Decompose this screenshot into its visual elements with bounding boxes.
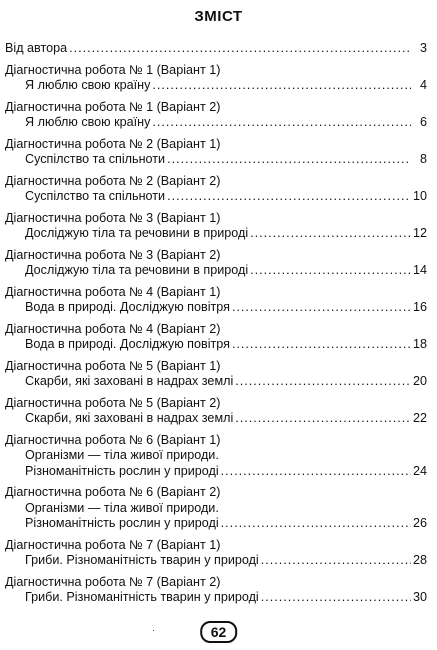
toc-heading-line (5, 100, 427, 116)
toc-entry-text: Діагностична робота № 4 (Варіант 1) (5, 284, 221, 299)
toc-page-number: 6 (419, 115, 427, 129)
toc-heading-line (5, 174, 427, 190)
toc-entry-text: Вода в природі. Досліджую повітря (25, 337, 230, 351)
toc-entry (5, 174, 427, 205)
dot-leader (232, 300, 411, 316)
toc-heading-line (5, 41, 427, 57)
toc-topic-line (5, 226, 427, 242)
toc-heading-line (5, 538, 427, 554)
toc-entry-text: Діагностична робота № 1 (Варіант 2) (5, 99, 221, 114)
toc-page-number: 18 (412, 337, 427, 351)
toc-heading-line (5, 322, 427, 338)
toc-entry-text: Скарби, які заховані в надрах землі (25, 411, 234, 425)
toc-entry-text: Діагностична робота № 2 (Варіант 2) (5, 173, 221, 188)
toc-entry (5, 322, 427, 353)
toc-entry (5, 137, 427, 168)
toc-page-number: 24 (412, 463, 427, 478)
dot-leader (152, 115, 411, 131)
toc-topic-line (5, 464, 427, 480)
dot-leader (261, 553, 411, 569)
toc-entry (5, 285, 427, 316)
toc-page-number: 20 (412, 374, 427, 388)
print-mark: · (152, 625, 155, 635)
toc-entry-text: Я люблю свою країну (25, 115, 151, 129)
page-number: 62 (200, 621, 238, 643)
toc-topic-line (5, 501, 427, 517)
toc-entry (5, 396, 427, 427)
dot-leader (221, 516, 411, 532)
toc-entry (5, 433, 427, 480)
dot-leader (235, 411, 411, 427)
dot-leader (167, 152, 411, 168)
toc-page-number: 8 (419, 152, 427, 166)
toc-entry (5, 485, 427, 532)
toc-entry-text: Діагностична робота № 4 (Варіант 2) (5, 321, 221, 336)
toc-entry (5, 100, 427, 131)
toc-topic-line (5, 553, 427, 569)
toc-heading-line (5, 359, 427, 375)
dot-leader (152, 78, 411, 94)
toc-heading-line (5, 248, 427, 264)
toc-entry (5, 211, 427, 242)
dot-leader (69, 41, 411, 57)
toc-page-number: 3 (419, 41, 427, 55)
toc-entry (5, 41, 427, 57)
toc-entry-text: Діагностична робота № 3 (Варіант 2) (5, 247, 221, 262)
toc-entry-text: Вода в природі. Досліджую повітря (25, 300, 230, 314)
toc-entry-text: Гриби. Різноманітність тварин у природі (25, 553, 259, 567)
toc-page-number: 16 (412, 300, 427, 314)
table-of-contents (5, 41, 427, 606)
toc-topic-line (5, 300, 427, 316)
toc-entry-text: Від автора (5, 41, 68, 55)
dot-leader (235, 374, 411, 390)
toc-topic-line (5, 189, 427, 205)
toc-page-number: 28 (412, 553, 427, 567)
toc-heading-line (5, 137, 427, 153)
toc-topic-line (5, 590, 427, 606)
dot-leader (250, 263, 411, 279)
toc-topic-line (5, 263, 427, 279)
toc-page-number: 30 (412, 590, 427, 604)
dot-leader (250, 226, 411, 242)
toc-entry (5, 248, 427, 279)
toc-topic-line (5, 448, 427, 464)
toc-heading-line (5, 285, 427, 301)
toc-entry (5, 359, 427, 390)
toc-page-number: 12 (412, 226, 427, 240)
page-footer (0, 621, 437, 643)
toc-entry-text: Діагностична робота № 6 (Варіант 2) (5, 485, 221, 499)
toc-entry-text: Організми — тіла живої природи. (25, 448, 219, 462)
toc-entry-text: Я люблю свою країну (25, 78, 151, 92)
toc-entry-text: Скарби, які заховані в надрах землі (25, 374, 234, 388)
toc-entry-text: Суспілство та спільноти (25, 152, 166, 166)
dot-leader (232, 337, 411, 353)
toc-page-number: 26 (412, 516, 427, 530)
toc-entry-text: Діагностична робота № 3 (Варіант 1) (5, 210, 221, 225)
toc-page-number: 4 (419, 78, 427, 92)
toc-entry-text: Діагностична робота № 1 (Варіант 1) (5, 62, 221, 77)
dot-leader (261, 590, 411, 606)
toc-entry-text: Суспілство та спільноти (25, 189, 166, 203)
toc-heading-line (5, 396, 427, 412)
toc-entry-text: Діагностична робота № 5 (Варіант 2) (5, 395, 221, 410)
toc-entry (5, 538, 427, 569)
toc-entry-text: Різноманітність рослин у природі (25, 463, 219, 478)
toc-page-number: 14 (412, 263, 427, 277)
toc-topic-line (5, 516, 427, 532)
toc-topic-line (5, 78, 427, 94)
toc-topic-line (5, 337, 427, 353)
dot-leader (221, 464, 411, 480)
toc-entry-text: Діагностична робота № 6 (Варіант 1) (5, 432, 221, 447)
toc-entry (5, 63, 427, 94)
toc-entry-text: Діагностична робота № 7 (Варіант 1) (5, 537, 221, 552)
toc-heading-line (5, 211, 427, 227)
toc-entry-text: Гриби. Різноманітність тварин у природі (25, 590, 259, 604)
toc-entry-text: Різноманітність рослин у природі (25, 516, 219, 530)
toc-topic-line (5, 374, 427, 390)
toc-entry-text: Діагностична робота № 7 (Варіант 2) (5, 574, 221, 589)
toc-entry (5, 575, 427, 606)
toc-entry-text: Діагностична робота № 2 (Варіант 1) (5, 136, 221, 151)
dot-leader (167, 189, 411, 205)
toc-topic-line (5, 115, 427, 131)
toc-topic-line (5, 152, 427, 168)
toc-entry-text: Досліджую тіла та речовини в природі (25, 263, 249, 277)
toc-page-number: 22 (412, 411, 427, 425)
toc-heading-line (5, 433, 427, 449)
toc-topic-line (5, 411, 427, 427)
toc-entry-text: Досліджую тіла та речовини в природі (25, 226, 249, 240)
toc-heading-line (5, 575, 427, 591)
page-title: ЗМІСТ (194, 8, 243, 25)
toc-page-number: 10 (412, 189, 427, 203)
toc-heading-line (5, 63, 427, 79)
toc-heading-line (5, 485, 427, 501)
toc-entry-text: Діагностична робота № 5 (Варіант 1) (5, 358, 221, 373)
toc-entry-text: Організми — тіла живої природи. (25, 500, 219, 515)
